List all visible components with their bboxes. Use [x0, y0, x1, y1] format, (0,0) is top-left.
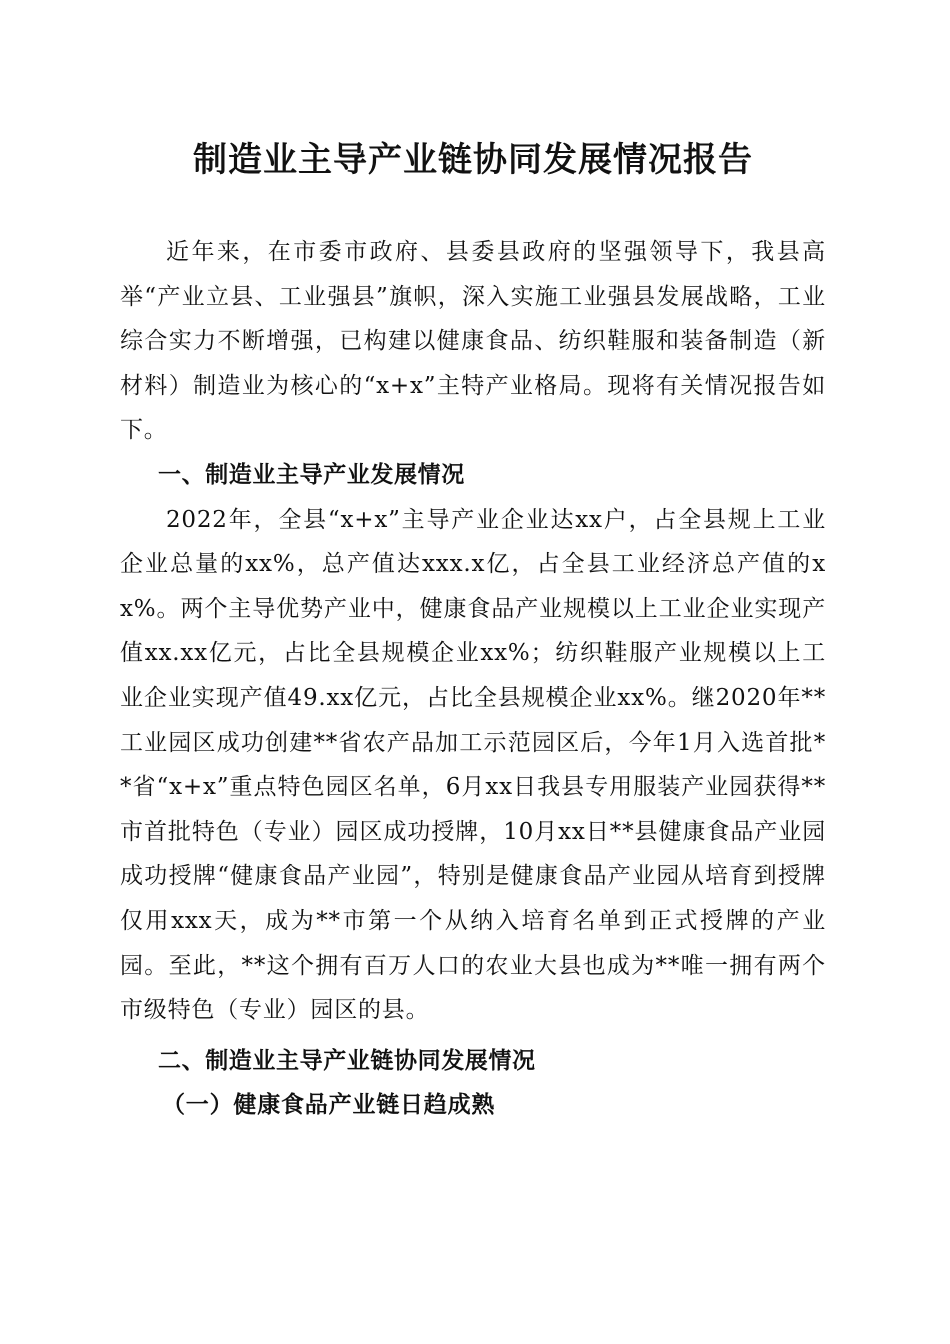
intro-paragraph: 近年来，在市委市政府、县委县政府的坚强领导下，我县高举“产业立县、工业强县”旗帜，深入实施工业强县发展战略，工业综合实力不断增强，已构建以健康食品、纺织鞋服和装备制造（新材料）制造业为核心的“x+x”主特产业格局。现将有关情况报告如下。: [120, 239, 826, 444]
subsection-heading-2-1: （一）健康食品产业链日趋成熟: [162, 1091, 496, 1119]
document-title: 制造业主导产业链协同发展情况报告: [193, 140, 753, 180]
section-heading-2: 二、制造业主导产业链协同发展情况: [158, 1047, 536, 1074]
section-1-paragraph: 2022年，全县“x+x”主导产业企业达xx户，占全县规上工业企业总量的xx%，总产值达xxx.x亿，占全县工业经济总产值的xx%。两个主导优势产业中，健康食品产业规模以上工业企业实现产值xx.xx亿元，占比全县规模企业xx%；纺织鞋服产业规模以上工业企业实现产值49.xx亿元，占比全县规模企业xx%。继2020年**工业园区成功创建**省农产品加工示范园区后，今年1月入选首批**省“x+x”重点特色园区名单，6月xx日我县专用服装产业园获得**市首批特色（专业）园区成功授牌，10月xx日**县健康食品产业园成功授牌“健康食品产业园”，特别是健康食品产业园从培育到授牌仅用xxx天，成为**市第一个从纳入培育名单到正式授牌的产业园。至此，**这个拥有百万人口的农业大县也成为**唯一拥有两个市级特色（专业）园区的县。: [120, 506, 826, 1024]
section-heading-1: 一、制造业主导产业发展情况: [158, 461, 465, 488]
document-body: [120, 230, 826, 1128]
